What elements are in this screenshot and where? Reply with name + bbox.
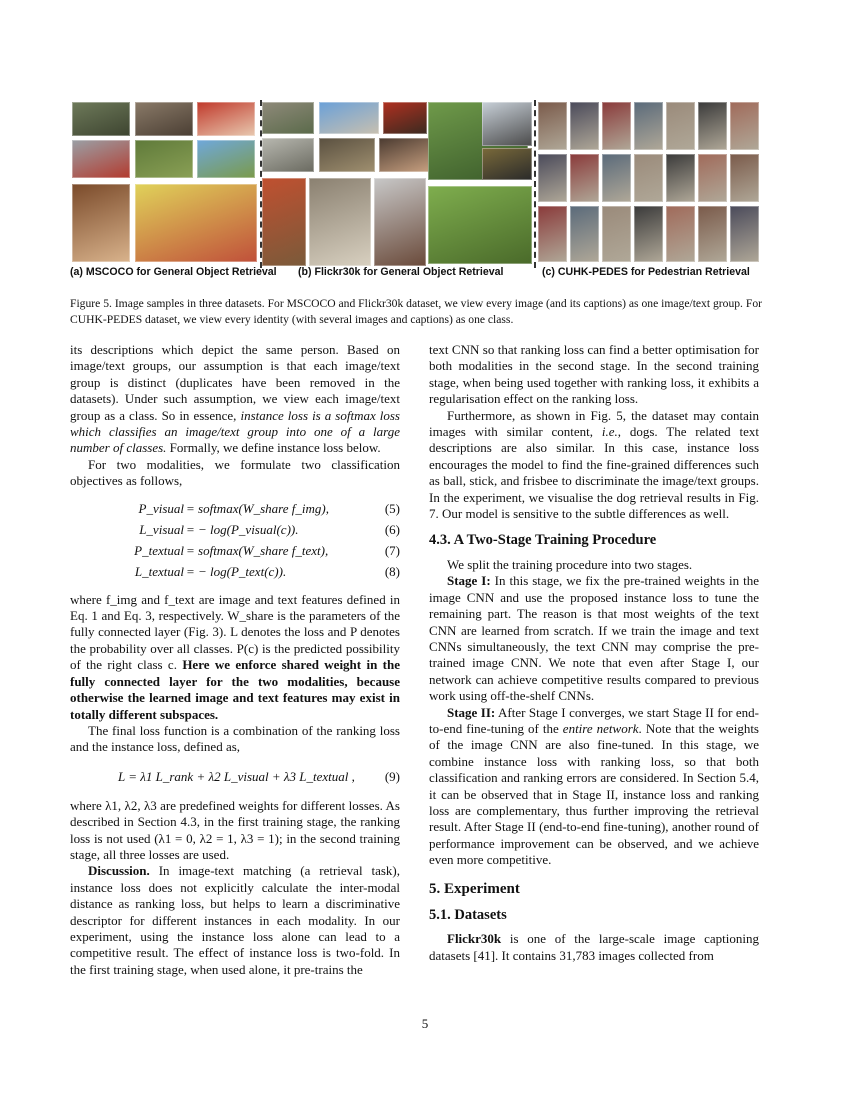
dataset-divider [534,100,536,268]
paragraph: Stage I: In this stage, we fix the pre-trained weights in the image CNN and use the proposed instance loss to tune the remaining part. The reason is that most weights of the text CNN are learned from scratch. If we train the image and text CNNs simultaneously, the text CNN may comprise the pre-trained image CNN. We note that even after Stage I, our network can achieve competitive results compared to previous work using off-the-shelf CNNs. [429,573,759,704]
sample-image-tile [319,102,379,134]
paragraph: text CNN so that ranking loss can find a better optimisation for both modalities in the second stage. In the second training stage, when being used together with ranking loss, it exhibits a regularisation effect on the ranking loss. [429,342,759,407]
sample-image-tile [482,148,532,180]
left-column [70,342,400,978]
sample-image-tile [72,140,130,178]
sample-image-tile [135,140,193,178]
sample-image-tile [730,154,759,202]
sample-image-tile [383,102,427,134]
sample-image-tile [634,206,663,262]
sample-image-tile [262,138,314,172]
sample-image-tile [602,206,631,262]
figure-caption: Figure 5. Image samples in three datasets. For MSCOCO and Flickr30k dataset, we view every image (and its captions) as one image/text group. For CUHK-PEDES dataset, we view every identity (with several images and captions) as one class. [70,297,762,326]
sample-image-tile [197,140,255,178]
section-heading-4-3: 4.3. A Two-Stage Training Procedure [429,532,657,549]
sample-image-tile [538,102,567,150]
paragraph: where f_img and f_text are image and text features defined in Eq. 1 and Eq. 3, respectively. W_share is the parameters of the fully connected layer (Fig. 3). L denotes the loss and P denotes the probability over all classes. P(c) is the predicted possibility of the right class c. Here we enforce shared weight in the fully connected layer for the two modalities, because otherwise the learned image and text features may exist in totally different subspaces. [70,591,400,722]
sample-image-tile [666,154,695,202]
sample-image-tile [135,184,257,262]
sample-image-tile [666,206,695,262]
paragraph: Furthermore, as shown in Fig. 5, the dataset may contain images with similar content, i.e., dogs. The related text descriptions are also similar. In this case, instance loss encourages the model to find the fine-grained differences such as ball, stick, and frisbee to discriminate the image/text groups. In the experiment, we visualise the dog retrieval results in Fig. 7. Our model is sensitive to the subtle differences as well. [429,407,759,522]
sample-image-tile [730,206,759,262]
sample-image-tile [698,154,727,202]
figure-5 [70,100,760,280]
paragraph: Stage II: After Stage I converges, we start Stage II for end-to-end fine-tuning of the entire network. Note that the weights of the image CNN are also fine-tuned. In this stage, we combine instance loss with ranking loss, so that both classification and ranking errors are considered. In Section 5.4, it can be observed that in Stage II, instance loss and ranking loss are complementary, thus further improving the retrieval result. After Stage II (end-to-end fine-tuning), another round of performance improvement can be observed, and we achieve even more competitive. [429,704,759,868]
sample-image-tile [634,154,663,202]
sample-image-tile [262,102,314,134]
paragraph: For two modalities, we formulate two classification objectives as follows, [70,456,400,489]
sample-image-tile [730,102,759,150]
sample-image-tile [570,102,599,150]
sample-image-tile [666,102,695,150]
sample-image-tile [72,102,130,136]
paragraph: Discussion. In image-text matching (a retrieval task), instance loss does not explicitly calculate the inter-modal distance as ranking loss, but helps to learn a discriminative descriptor for different instances in each modality. In our experiment, using the instance loss alone can lead to a competitive result. The effect of instance loss is two-fold. In the first training stage, when used alone, it pre-trains the [70,863,400,977]
equation-5: P_visual = softmax(W_share f_img), (5) [138,500,400,516]
equation-7: P_textual = softmax(W_share f_text), (7) [134,542,400,558]
sample-image-tile [374,178,426,266]
sample-image-tile [538,206,567,262]
paragraph: where λ1, λ2, λ3 are predefined weights for different losses. As described in Section 4.3, in the first training stage, the ranking loss is not used (λ1 = 0, λ2 = 1, λ3 = 1); in the second training stage, all three losses are used. [70,797,400,862]
sample-image-tile [538,154,567,202]
dataset-divider [260,100,262,268]
sample-image-tile [570,154,599,202]
sample-image-tile [634,102,663,150]
equations-5-8 [70,498,400,582]
sample-image-tile [197,102,255,136]
section-heading-5: 5. Experiment [429,880,520,897]
sample-image-tile [698,206,727,262]
paragraph: Flickr30k is one of the large-scale image captioning datasets [41]. It contains 31,783 images collected from [429,931,759,963]
equation-6: L_visual = − log(P_visual(c)). (6) [139,521,400,537]
equation-9: L = λ1 L_rank + λ2 L_visual + λ3 L_textual , (9) [118,768,400,784]
sample-image-tile [602,154,631,202]
page-number: 5 [421,1016,429,1031]
sample-image-tile [262,178,306,266]
sample-image-tile [319,138,375,172]
sample-image-tile [570,206,599,262]
paragraph: its descriptions which depict the same person. Based on image/text groups, our assumption is that each image/text group is distinct (duplicates have been removed in the datasets). Under such assumption, we view each image/text group as a class. So in essence, instance loss is a softmax loss which classifies an image/text group into one of a large number of classes. Formally, we define instance loss below. [70,342,400,456]
sample-image-tile [602,102,631,150]
subcaption-mscoco: (a) MSCOCO for General Object Retrieval [70,266,277,278]
right-column [429,342,759,964]
sample-image-tile [698,102,727,150]
subcaption-cuhk-pedes: (c) CUHK-PEDES for Pedestrian Retrieval [542,266,750,278]
equation-8: L_textual = − log(P_text(c)). (8) [134,563,400,579]
paragraph: The final loss function is a combination of the ranking loss and the instance loss, defined as, [70,722,400,755]
sample-image-tile [482,102,532,146]
paragraph: We split the training procedure into two stages. [447,556,693,572]
subcaption-flickr30k: (b) Flickr30k for General Object Retrieval [298,266,504,278]
sample-image-tile [135,102,193,136]
section-heading-5-1: 5.1. Datasets [429,907,507,923]
sample-image-tile [72,184,130,262]
sample-image-tile [309,178,371,266]
sample-image-tile [428,186,532,264]
sample-image-tile [379,138,429,172]
